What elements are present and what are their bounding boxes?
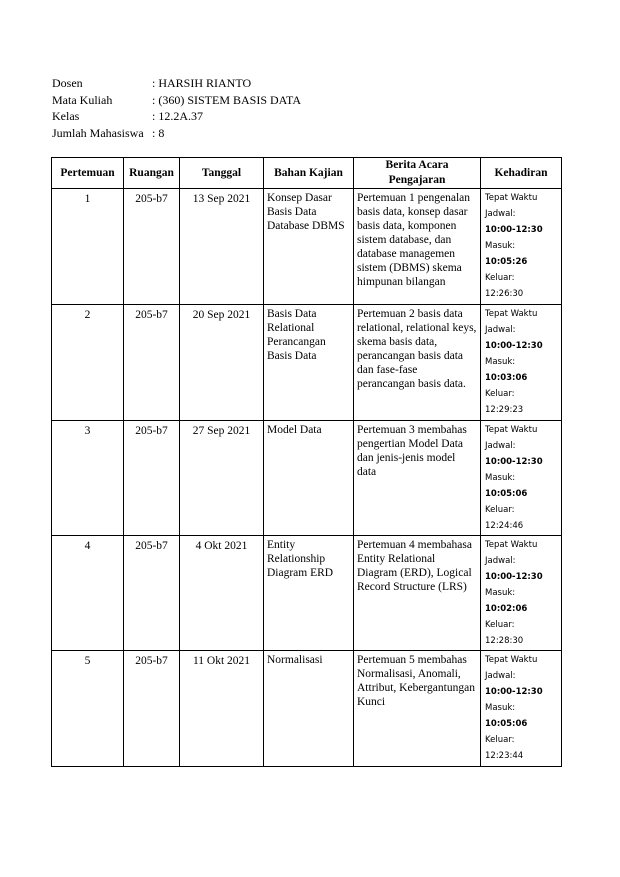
- attendance-status: Tepat Waktu: [485, 309, 538, 319]
- berita-acara-cell: Pertemuan 3 membahas pengertian Model Data dan jenis-jenis model data: [354, 421, 481, 536]
- table-row: [52, 421, 562, 536]
- masuk-label: Masuk:: [485, 703, 516, 713]
- berita-acara-cell: Pertemuan 2 basis data relational, relational keys, skema basis data, perancangan basis data dan fase-fase perancangan basis data.: [354, 305, 481, 421]
- jadwal-value: 10:00-12:30: [485, 572, 543, 582]
- kehadiran-cell: [481, 189, 562, 305]
- masuk-value: 10:05:06: [485, 489, 528, 499]
- tanggal-cell: 11 Okt 2021: [180, 651, 264, 767]
- pertemuan-cell: 1: [52, 189, 124, 305]
- keluar-value: 12:28:30: [485, 636, 524, 646]
- attendance-status: Tepat Waktu: [485, 540, 538, 550]
- attendance-status: Tepat Waktu: [485, 425, 538, 435]
- masuk-value: 10:03:06: [485, 373, 528, 383]
- mata-kuliah-value: : (360) SISTEM BASIS DATA: [152, 92, 302, 107]
- tanggal-cell: 4 Okt 2021: [180, 536, 264, 651]
- column-header-berita-acara: Berita Acara Pengajaran: [354, 158, 481, 189]
- masuk-value: 10:02:06: [485, 604, 528, 614]
- table-row: [52, 536, 562, 651]
- masuk-value: 10:05:06: [485, 719, 528, 729]
- jumlah-mahasiswa-value: : 8: [152, 125, 165, 140]
- jadwal-label: Jadwal:: [485, 671, 516, 681]
- ruangan-cell: 205-b7: [124, 421, 180, 536]
- keluar-label: Keluar:: [485, 389, 515, 399]
- keluar-label: Keluar:: [485, 620, 515, 630]
- jadwal-value: 10:00-12:30: [485, 341, 543, 351]
- table-row: [52, 651, 562, 767]
- ruangan-cell: 205-b7: [124, 305, 180, 421]
- keluar-label: Keluar:: [485, 505, 515, 515]
- table-row: [52, 305, 562, 421]
- dosen-value: : HARSIH RIANTO: [152, 76, 252, 90]
- tanggal-cell: 20 Sep 2021: [180, 305, 264, 421]
- jumlah-mahasiswa-label: Jumlah Mahasiswa: [52, 125, 144, 140]
- masuk-label: Masuk:: [485, 473, 516, 483]
- kehadiran-cell: [481, 651, 562, 767]
- keluar-value: 12:29:23: [485, 405, 524, 415]
- kelas-value: : 12.2A.37: [152, 109, 203, 123]
- jadwal-value: 10:00-12:30: [485, 457, 543, 467]
- pertemuan-cell: 3: [52, 421, 124, 536]
- tanggal-cell: 13 Sep 2021: [180, 189, 264, 305]
- mata-kuliah-label: Mata Kuliah: [52, 92, 113, 107]
- column-header-bahan-kajian: Bahan Kajian: [264, 158, 354, 189]
- bahan-kajian-cell: Model Data: [264, 421, 354, 536]
- kehadiran-cell: [481, 421, 562, 536]
- bahan-kajian-cell: Entity Relationship Diagram ERD: [264, 536, 354, 651]
- table-header-row: [52, 158, 562, 189]
- jumlah-mahasiswa-row: [52, 125, 301, 142]
- ruangan-cell: 205-b7: [124, 651, 180, 767]
- table-row: [52, 189, 562, 305]
- jadwal-label: Jadwal:: [485, 325, 516, 335]
- jadwal-label: Jadwal:: [485, 209, 516, 219]
- course-info: [52, 75, 301, 141]
- kehadiran-cell: [481, 536, 562, 651]
- kelas-row: [52, 108, 301, 125]
- berita-acara-cell: Pertemuan 5 membahas Normalisasi, Anomali, Attribut, Kebergantungan Kunci: [354, 651, 481, 767]
- attendance-table: [51, 157, 562, 767]
- jadwal-label: Jadwal:: [485, 556, 516, 566]
- masuk-value: 10:05:26: [485, 257, 528, 267]
- attendance-status: Tepat Waktu: [485, 655, 538, 665]
- masuk-label: Masuk:: [485, 357, 516, 367]
- keluar-label: Keluar:: [485, 735, 515, 745]
- berita-acara-cell: Pertemuan 4 membahasa Entity Relational Diagram (ERD), Logical Record Structure (LRS): [354, 536, 481, 651]
- jadwal-value: 10:00-12:30: [485, 225, 543, 235]
- bahan-kajian-cell: Normalisasi: [264, 651, 354, 767]
- kelas-label: Kelas: [52, 109, 80, 123]
- column-header-ruangan: Ruangan: [124, 158, 180, 189]
- dosen-label: Dosen: [52, 76, 83, 90]
- jadwal-label: Jadwal:: [485, 441, 516, 451]
- keluar-value: 12:23:44: [485, 751, 524, 761]
- ruangan-cell: 205-b7: [124, 189, 180, 305]
- jadwal-value: 10:00-12:30: [485, 687, 543, 697]
- pertemuan-cell: 4: [52, 536, 124, 651]
- pertemuan-cell: 2: [52, 305, 124, 421]
- bahan-kajian-cell: Konsep Dasar Basis Data Database DBMS: [264, 189, 354, 305]
- mata-kuliah-row: [52, 92, 301, 109]
- column-header-kehadiran: Kehadiran: [481, 158, 562, 189]
- keluar-label: Keluar:: [485, 273, 515, 283]
- dosen-row: [52, 75, 301, 92]
- attendance-status: Tepat Waktu: [485, 193, 538, 203]
- bahan-kajian-cell: Basis Data Relational Perancangan Basis Data: [264, 305, 354, 421]
- column-header-pertemuan: Pertemuan: [52, 158, 124, 189]
- masuk-label: Masuk:: [485, 241, 516, 251]
- tanggal-cell: 27 Sep 2021: [180, 421, 264, 536]
- berita-acara-cell: Pertemuan 1 pengenalan basis data, konsep dasar basis data, komponen sistem database, dan database managemen sistem (DBMS) skema himpunan bilangan: [354, 189, 481, 305]
- kehadiran-cell: [481, 305, 562, 421]
- pertemuan-cell: 5: [52, 651, 124, 767]
- keluar-value: 12:24:46: [485, 521, 524, 531]
- column-header-tanggal: Tanggal: [180, 158, 264, 189]
- keluar-value: 12:26:30: [485, 289, 524, 299]
- masuk-label: Masuk:: [485, 588, 516, 598]
- ruangan-cell: 205-b7: [124, 536, 180, 651]
